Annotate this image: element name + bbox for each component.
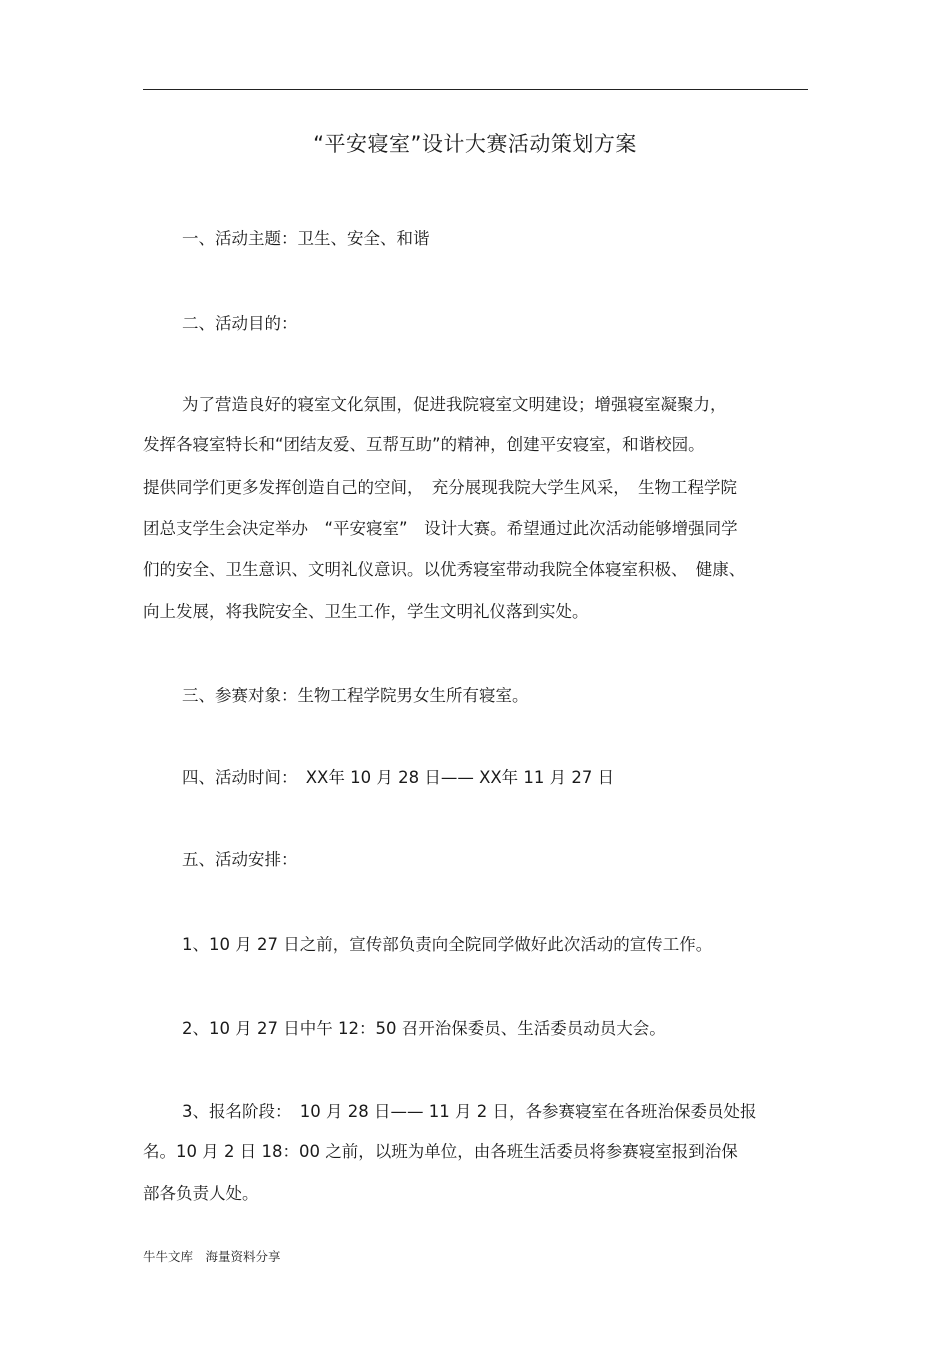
arrangement-item-3-line: 3、报名阶段： 10 月 28 日—— 11 月 2 日，各参赛寝室在各班治保委员处报 [182,1102,757,1121]
arrangement-item-3-line: 部各负责人处。 [143,1184,259,1203]
section-arrangement-heading: 五、活动安排： [182,850,298,869]
section-time: 四、活动时间： XX年 10 月 28 日—— XX年 11 月 27 日 [182,768,615,787]
purpose-paragraph-line: 发挥各寝室特长和“团结友爱、互帮互助”的精神，创建平安寝室，和谐校园。 [143,435,705,454]
header-rule [143,89,808,90]
purpose-paragraph-line: 们的安全、卫生意识、文明礼仪意识。以优秀寝室带动我院全体寝室积极、 健康、 [143,560,746,579]
arrangement-item-3-line: 名。10 月 2 日 18：00 之前，以班为单位，由各班生活委员将参赛寝室报到治保 [143,1142,738,1161]
purpose-paragraph-line: 提供同学们更多发挥创造自己的空间， 充分展现我院大学生风采， 生物工程学院 [143,478,737,497]
arrangement-item-1: 1、10 月 27 日之前，宣传部负责向全院同学做好此次活动的宣传工作。 [182,935,713,954]
purpose-paragraph-line: 向上发展，将我院安全、卫生工作，学生文明礼仪落到实处。 [143,602,589,621]
document-title: “平安寝室”设计大赛活动策划方案 [313,132,637,156]
section-participants: 三、参赛对象：生物工程学院男女生所有寝室。 [182,686,529,705]
section-purpose-heading: 二、活动目的： [182,314,298,333]
purpose-paragraph-line: 团总支学生会决定举办 “平安寝室” 设计大赛。希望通过此次活动能够增强同学 [143,519,738,538]
purpose-paragraph-line: 为了营造良好的寝室文化氛围，促进我院寝室文明建设；增强寝室凝聚力， [182,395,727,414]
section-theme: 一、活动主题：卫生、安全、和谐 [182,229,430,248]
arrangement-item-2: 2、10 月 27 日中午 12：50 召开治保委员、生活委员动员大会。 [182,1019,666,1038]
footer-text: 牛牛文库 海量资料分享 [143,1249,281,1264]
